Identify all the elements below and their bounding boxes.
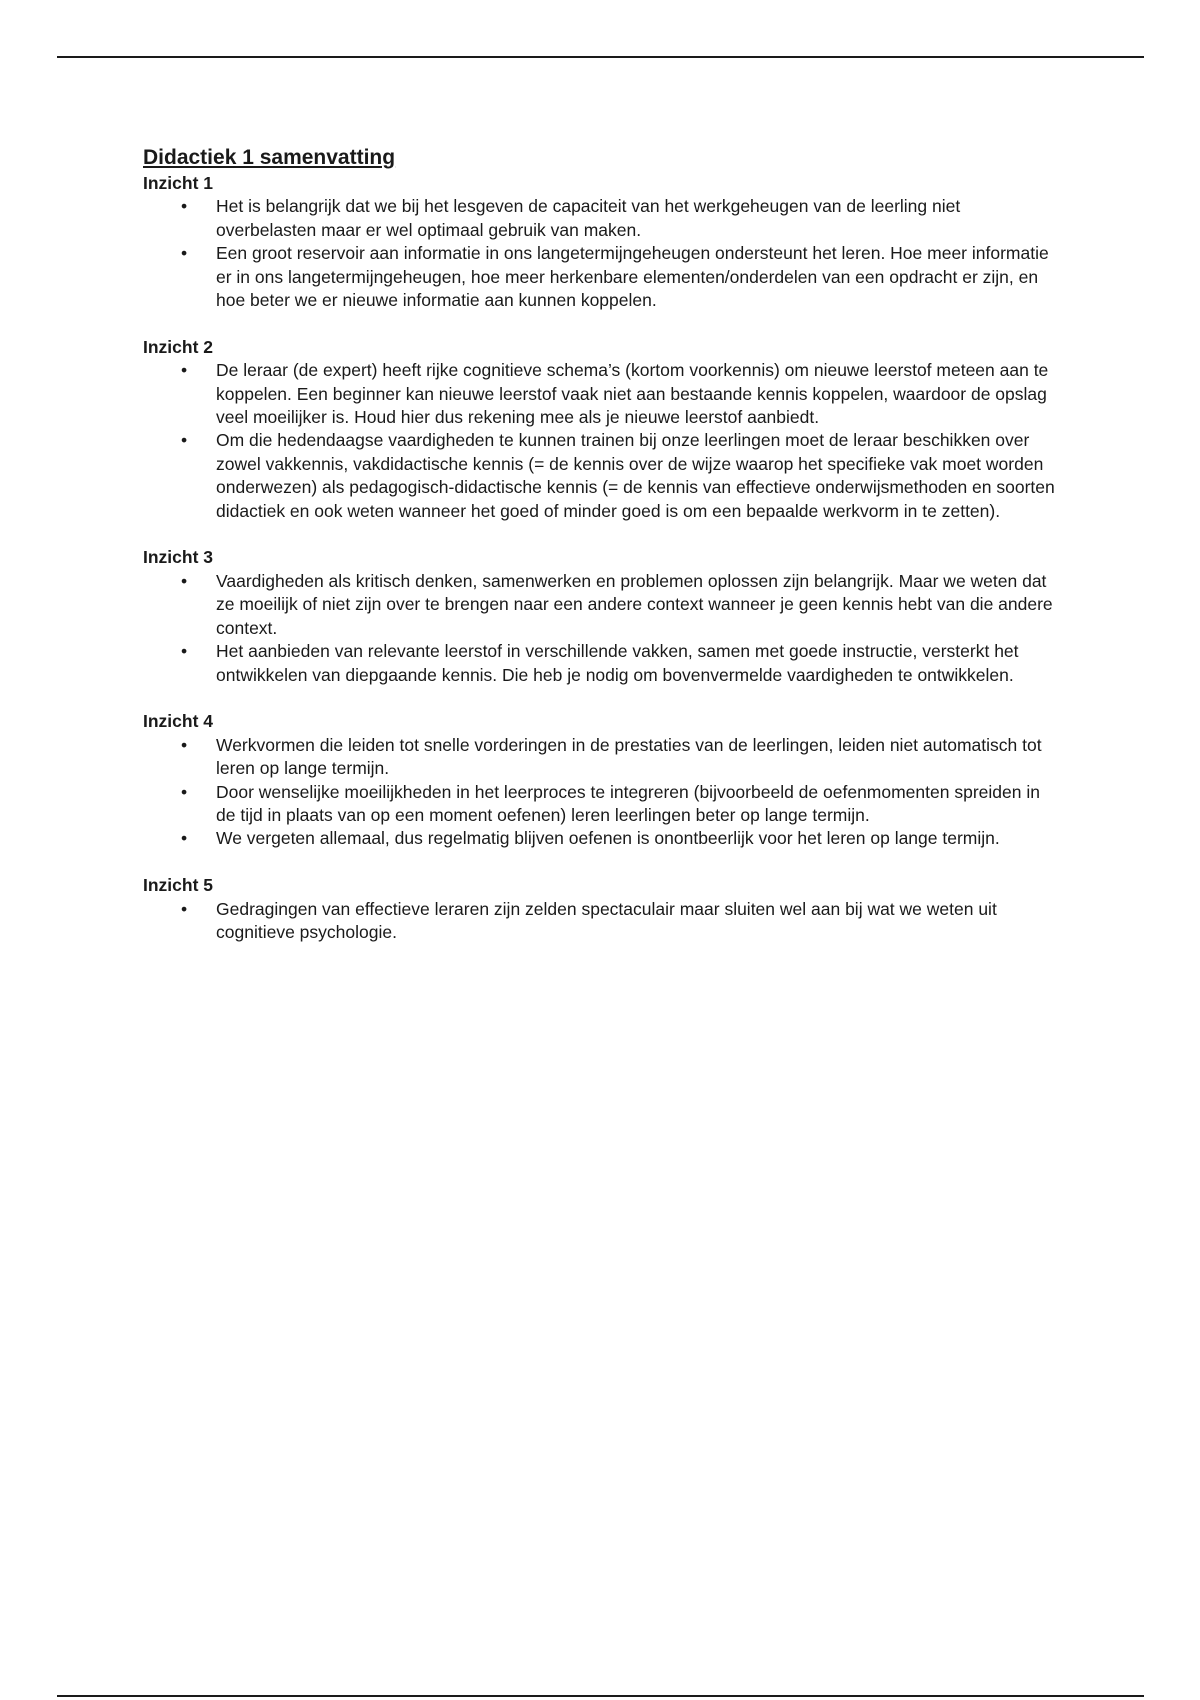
footer-rule [57,1695,1144,1697]
list-item [143,570,1063,640]
list-item-text: Door wenselijke moeilijkheden in het leerproces te integreren (bijvoorbeeld de oefenmomenten spreiden in de tijd in plaats van op een moment oefenen) leren leerlingen beter op lange termijn. [216,781,1040,825]
bullet-icon: • [181,430,188,451]
list-item [143,734,1063,781]
section-heading: Inzicht 3 [143,547,214,568]
section-inzicht-2 [143,336,1063,523]
section-heading: Inzicht 1 [143,173,214,193]
bullet-list [143,734,1063,851]
list-item-text: Het is belangrijk dat we bij het lesgeven de capaciteit van het werkgeheugen van de leerling niet overbelasten maar er wel optimaal gebruik van maken. [216,196,961,240]
list-item [143,898,1063,945]
section-inzicht-4 [143,710,1063,850]
document-body [143,144,1063,968]
list-item [143,640,1063,687]
list-item [143,359,1063,429]
document-title: Didactiek 1 samenvatting [143,146,396,169]
list-item [143,195,1063,242]
bullet-icon: • [181,734,188,755]
bullet-icon: • [181,641,188,662]
bullet-icon: • [181,196,188,217]
section-inzicht-5 [143,874,1063,944]
section-heading: Inzicht 5 [143,875,214,896]
list-item-text: Een groot reservoir aan informatie in ons langetermijngeheugen ondersteunt het leren. Hoe meer informatie er in ons langetermijngeheugen, hoe meer herkenbare elementen/onderdelen van een opdracht er zijn, en hoe beter we er nieuwe informatie aan kunnen koppelen. [216,243,1049,311]
bullet-list [143,195,1063,312]
list-item-text: De leraar (de expert) heeft rijke cognitieve schema’s (kortom voorkennis) om nieuwe leerstof meteen aan te koppelen. Een beginner kan nieuwe leerstof vaak niet aan bestaande kennis koppelen, waardoor de opslag veel moeilijker is. Houd hier dus rekening mee als je nieuwe leerstof aanbiedt. [216,360,1049,428]
bullet-icon: • [181,243,188,264]
bullet-list [143,898,1063,945]
list-item-text: We vergeten allemaal, dus regelmatig blijven oefenen is onontbeerlijk voor het leren op lange termijn. [216,828,1000,849]
bullet-icon: • [181,898,188,919]
bullet-icon: • [181,570,188,591]
list-item [143,781,1063,828]
list-item-text: Vaardigheden als kritisch denken, samenwerken en problemen oplossen zijn belangrijk. Maar we weten dat ze moeilijk of niet zijn over te brengen naar een andere context wanneer je geen kennis hebt van die andere context. [216,570,1053,638]
section-inzicht-3 [143,546,1063,686]
list-item [143,429,1063,523]
section-inzicht-1 [143,172,1063,312]
sections-container [143,172,1063,944]
list-item-text: Het aanbieden van relevante leerstof in verschillende vakken, samen met goede instructie, versterkt het ontwikkelen van diepgaande kennis. Die heb je nodig om bovenvermelde vaardigheden te ontwikkelen. [216,641,1019,685]
bullet-icon: • [181,828,188,849]
list-item [143,242,1063,312]
bullet-icon: • [181,360,188,381]
list-item-text: Gedragingen van effectieve leraren zijn zelden spectaculair maar sluiten wel aan bij wat we weten uit cognitieve psychologie. [216,898,997,942]
bullet-list [143,359,1063,523]
list-item [143,827,1063,850]
list-item-text: Werkvormen die leiden tot snelle vorderingen in de prestaties van de leerlingen, leiden niet automatisch tot leren op lange termijn. [216,734,1042,779]
section-heading: Inzicht 4 [143,711,214,732]
bullet-list [143,570,1063,687]
bullet-icon: • [181,781,188,802]
list-item-text: Om die hedendaagse vaardigheden te kunnen trainen bij onze leerlingen moet de leraar beschikken over zowel vakkennis, vakdidactische kennis (= de kennis over de wijze waarop het specifieke vak moet worden onderwezen) als pedagogisch-didactische kennis (= de kennis van effectieve onderwijsmethoden en soorten didactiek en ook weten wanneer het goed of minder goed is om een bepaalde werkvorm in te zetten). [216,430,1055,521]
section-heading: Inzicht 2 [143,336,214,357]
header-rule [57,56,1144,58]
